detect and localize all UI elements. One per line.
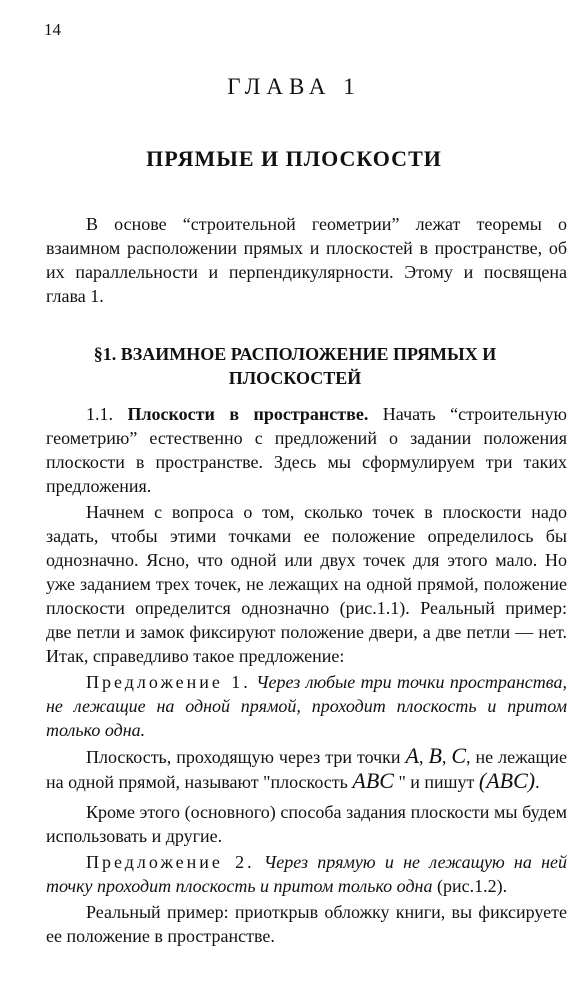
proposition-text: Через любые три точки пространства, не лежащие на одной прямой, проходит плоскость и притом только одна.	[46, 672, 567, 740]
math-plane-abc: ABC	[352, 768, 394, 793]
paragraph-text: " и пишут	[393, 772, 479, 792]
proposition-2	[46, 850, 567, 898]
paragraph-text: Плоскость, проходящую через три точки	[86, 747, 406, 767]
proposition-label: Предложение 1.	[86, 672, 251, 692]
page-number: 14	[44, 20, 61, 39]
figure-reference: (рис.1.2).	[432, 876, 508, 896]
math-point-b: B	[428, 743, 442, 768]
section-title-line-2: ПЛОСКОСТЕЙ	[228, 368, 362, 388]
math-point-a: A	[405, 743, 419, 768]
math-plane-abc-notation: (ABC)	[478, 768, 536, 793]
paragraph-book-example: Реальный пример: приоткрыв обложку книги, вы фиксируете ее положение в пространстве.	[46, 902, 567, 946]
proposition-label: Предложение 2.	[86, 852, 255, 872]
proposition-text: Через прямую и не лежащую на ней точку проходит плоскость и притом только одна	[46, 852, 567, 896]
paragraph-points: Начнем с вопроса о том, сколько точек в плоскости надо задать, чтобы этими точками ее положение определилось бы однозначно. Ясно, что одной или двух точек для этого мало. Но уже заданием трех точек, не лежащих на одной прямой, положение плоскости определится однозначно (рис.1.1). Реальный пример: две петли и замок фиксируют положение двери, а две петли — нет. Итак, справедливо такое предложение:	[46, 502, 567, 666]
math-point-c: C	[451, 743, 467, 768]
paragraph-plane-abc	[46, 744, 567, 794]
section-title	[60, 342, 530, 390]
intro-paragraph: В основе “строительной геометрии” лежат теоремы о взаимном расположении прямых и плоскостей в пространстве, об их параллельности и перпендикулярности. Этому и посвящена глава 1.	[46, 214, 567, 306]
section-title-line-1: §1. ВЗАИМНОЕ РАСПОЛОЖЕНИЕ ПРЯМЫХ И	[93, 344, 497, 364]
separator: ,	[418, 747, 429, 767]
chapter-label: ГЛАВА 1	[227, 74, 361, 99]
paragraph-1-1	[46, 402, 567, 498]
subsection-number: 1.1.	[86, 404, 128, 424]
paragraph-other-methods: Кроме этого (основного) способа задания плоскости мы будем использовать и другие.	[46, 802, 567, 846]
period: .	[535, 772, 540, 792]
paragraph-text: Начать “строительную геометрию” естественно с предложений о задании положения плоскости в пространстве. Здесь мы сформулируем три таких предложения.	[46, 404, 567, 496]
paragraph-text: , не лежащие на одной прямой, называют "плоскость	[46, 747, 567, 792]
proposition-1	[46, 670, 567, 742]
chapter-title: ПРЯМЫЕ И ПЛОСКОСТИ	[146, 146, 442, 171]
separator: ,	[441, 747, 452, 767]
subsection-heading: Плоскости в пространстве.	[127, 404, 369, 424]
body-text	[46, 402, 567, 950]
